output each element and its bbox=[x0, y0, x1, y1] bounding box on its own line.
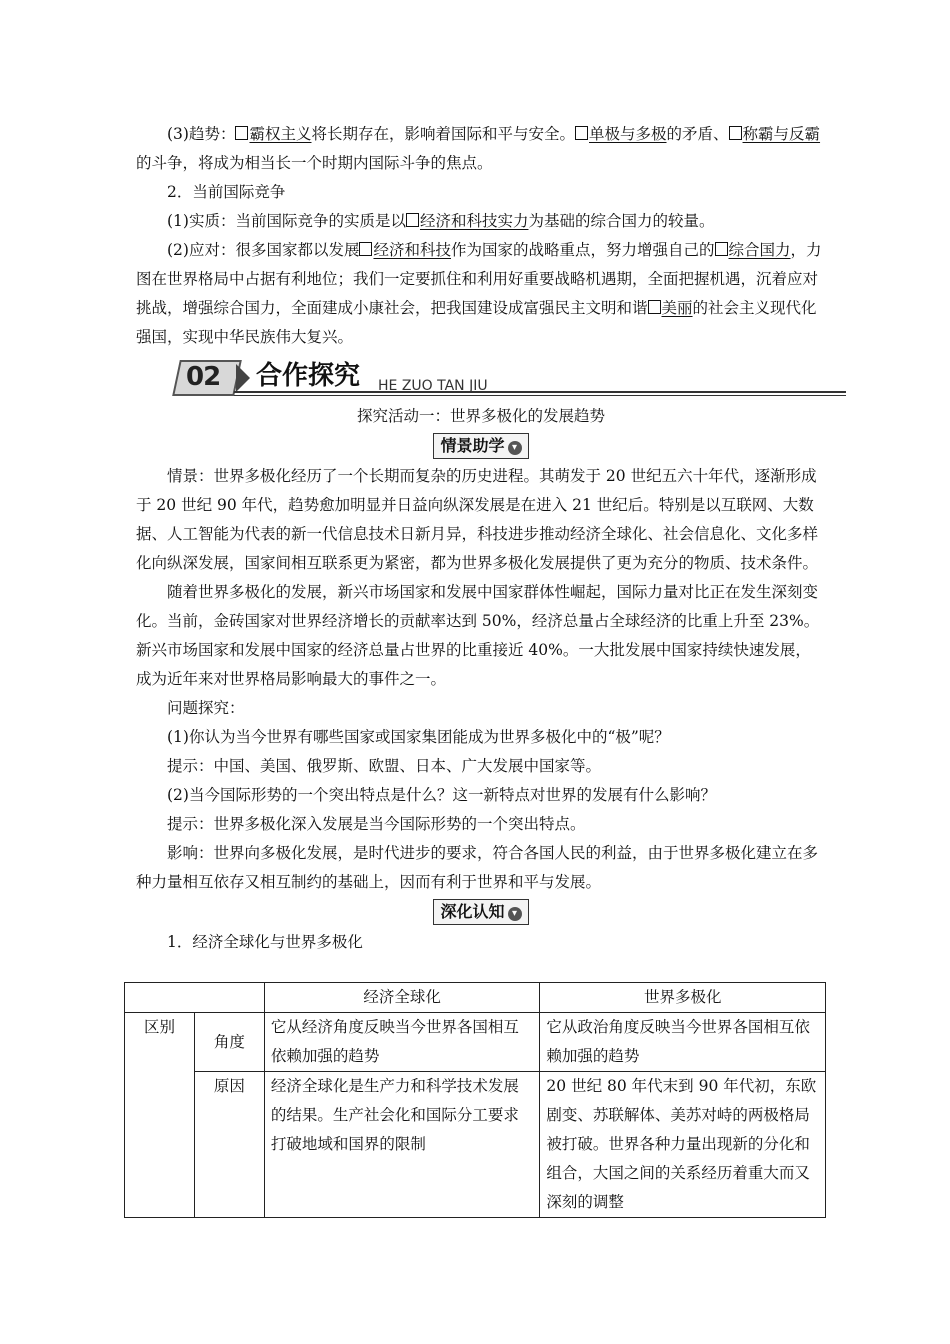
banner-rule bbox=[234, 395, 846, 396]
trend-paragraph bbox=[136, 120, 826, 178]
competition-heading: 2．当前国际竞争 bbox=[167, 183, 286, 201]
answer-econ-tech-strength: 经济和科技实力 bbox=[419, 212, 529, 230]
table-cell: 它从经济角度反映当今世界各国相互依赖加强的趋势 bbox=[264, 1013, 540, 1072]
table-group-cell: 区别 bbox=[125, 1013, 195, 1218]
table-cell: 经济全球化是生产力和科学技术发展的结果。生产社会化和国际分工要求打破地域和国界的限制 bbox=[264, 1072, 540, 1218]
table-header-cell: 世界多极化 bbox=[540, 983, 826, 1013]
section-1-heading: 1．经济全球化与世界多极化 bbox=[167, 933, 363, 951]
blank-box-icon bbox=[406, 213, 419, 227]
table-row bbox=[125, 1072, 826, 1218]
trend-text-3: 的斗争，将成为相当长一个时期内国际斗争的焦点。 bbox=[136, 154, 493, 172]
scenario-paragraph-1: 情景：世界多极化经历了一个长期而复杂的历史进程。其萌发于 20 世纪五六十年代，逐渐形成于 20 世纪 90 年代，趋势愈加明显并日益向纵深发展是在进入 21 世纪后。特别是以互联网、大数据、人工智能为代表的新一代信息技术日新月异，科技进步推动经济全球化、社会信息化、文化多样化向纵深发展，国家间相互联系更为紧密，都为世界多极化发展提供了更为充分的物质、技术条件。 bbox=[136, 467, 819, 572]
blank-box-icon bbox=[235, 126, 248, 140]
blank-box-icon bbox=[359, 242, 372, 256]
banner-number: 02 bbox=[186, 362, 221, 392]
chevron-down-icon: ▾ bbox=[508, 907, 522, 921]
table-cell: 它从政治角度反映当今世界各国相互依赖加强的趋势 bbox=[540, 1013, 826, 1072]
comparison-table bbox=[124, 982, 826, 1218]
essence-prefix: (1)实质：当前国际竞争的实质是以 bbox=[167, 212, 406, 230]
activity-title: 探究活动一：世界多极化的发展趋势 bbox=[356, 407, 605, 425]
tag-deepen-wrap bbox=[136, 897, 826, 928]
table-cell: 20 世纪 80 年代末到 90 年代初，东欧剧变、苏联解体、美苏对峙的两极格局被打破。世界各种力量出现新的分化和组合，大国之间的关系经历着重大而又深刻的调整 bbox=[540, 1072, 826, 1218]
table-row-label: 原因 bbox=[194, 1072, 264, 1218]
response-text-1: 作为国家的战略重点，努力增强自己的 bbox=[450, 241, 715, 259]
answer-national-power: 综合国力 bbox=[728, 241, 791, 259]
blank-box-icon bbox=[575, 126, 588, 140]
trend-prefix: (3)趋势： bbox=[167, 125, 236, 143]
banner-pinyin: HE ZUO TAN JIU bbox=[378, 378, 488, 394]
tag-scenario-label: 情景助学 bbox=[440, 436, 505, 455]
answer-2: 提示：世界多极化深入发展是当今国际形势的一个突出特点。 bbox=[167, 815, 586, 833]
banner-rule bbox=[234, 391, 846, 393]
answer-hegemony-anti: 称霸与反霸 bbox=[742, 125, 821, 143]
tag-scenario-wrap bbox=[136, 431, 826, 462]
tag-scenario bbox=[433, 433, 528, 459]
question-1: (1)你认为当今世界有哪些国家或国家集团能成为世界多极化中的“极”呢？ bbox=[167, 728, 670, 746]
chevron-down-icon: ▾ bbox=[508, 441, 522, 455]
answer-econ-tech: 经济和科技 bbox=[373, 241, 451, 259]
answer-hegemonism: 霸权主义 bbox=[249, 125, 312, 143]
section-banner bbox=[176, 358, 826, 398]
answer-beautiful: 美丽 bbox=[661, 299, 693, 317]
tag-deepen-label: 深化认知 bbox=[440, 902, 505, 921]
trend-text-2: 的矛盾、 bbox=[666, 125, 729, 143]
response-prefix: (2)应对：很多国家都以发展 bbox=[167, 241, 360, 259]
answer-unipolar-multipolar: 单极与多极 bbox=[589, 125, 667, 143]
scenario-paragraph-2: 随着世界多极化的发展，新兴市场国家和发展中国家群体性崛起，国际力量对比正在发生深刻变化。当前，金砖国家对世界经济增长的贡献率达到 50%，经济总量占全球经济的比重上升至 23%。新兴市场国家和发展中国家的经济总量占世界的比重接近 40%。一大批发展中国家持续快速发展，成为近年来对世界格局影响最大的事件之一。 bbox=[136, 583, 820, 688]
table-row bbox=[125, 1013, 826, 1072]
table-header-cell: 经济全球化 bbox=[264, 983, 540, 1013]
impact-paragraph: 影响：世界向多极化发展，是时代进步的要求，符合各国人民的利益，由于世界多极化建立在多种力量相互依存又相互制约的基础上，因而有利于世界和平与发展。 bbox=[136, 844, 819, 891]
essence-paragraph bbox=[136, 207, 826, 236]
table-header-row bbox=[125, 983, 826, 1013]
blank-box-icon bbox=[648, 300, 661, 314]
answer-1: 提示：中国、美国、俄罗斯、欧盟、日本、广大发展中国家等。 bbox=[167, 757, 602, 775]
response-text-3: 的社会主义现代化强国，实现中华民族伟大复兴。 bbox=[136, 299, 817, 346]
table-header-empty bbox=[125, 983, 265, 1013]
questions-heading: 问题探究： bbox=[167, 699, 245, 717]
question-2: (2)当今国际形势的一个突出特点是什么？这一新特点对世界的发展有什么影响？ bbox=[167, 786, 716, 804]
blank-box-icon bbox=[729, 126, 742, 140]
banner-title: 合作探究 bbox=[256, 361, 361, 391]
document-body bbox=[136, 120, 826, 957]
response-text-2: ，力图在世界格局中占据有利地位；我们一定要抓住和利用好重要战略机遇期，全面把握机遇，沉着应对挑战，增强综合国力，全面建成小康社会，把我国建设成富强民主文明和谐 bbox=[136, 241, 822, 317]
trend-text-1: 将长期存在，影响着国际和平与安全。 bbox=[311, 125, 575, 143]
blank-box-icon bbox=[715, 242, 728, 256]
tag-deepen bbox=[433, 899, 528, 925]
response-paragraph bbox=[136, 236, 826, 352]
essence-suffix: 为基础的综合国力的较量。 bbox=[528, 212, 715, 230]
table-row-label: 角度 bbox=[194, 1013, 264, 1072]
banner-arrow-icon bbox=[236, 364, 250, 392]
